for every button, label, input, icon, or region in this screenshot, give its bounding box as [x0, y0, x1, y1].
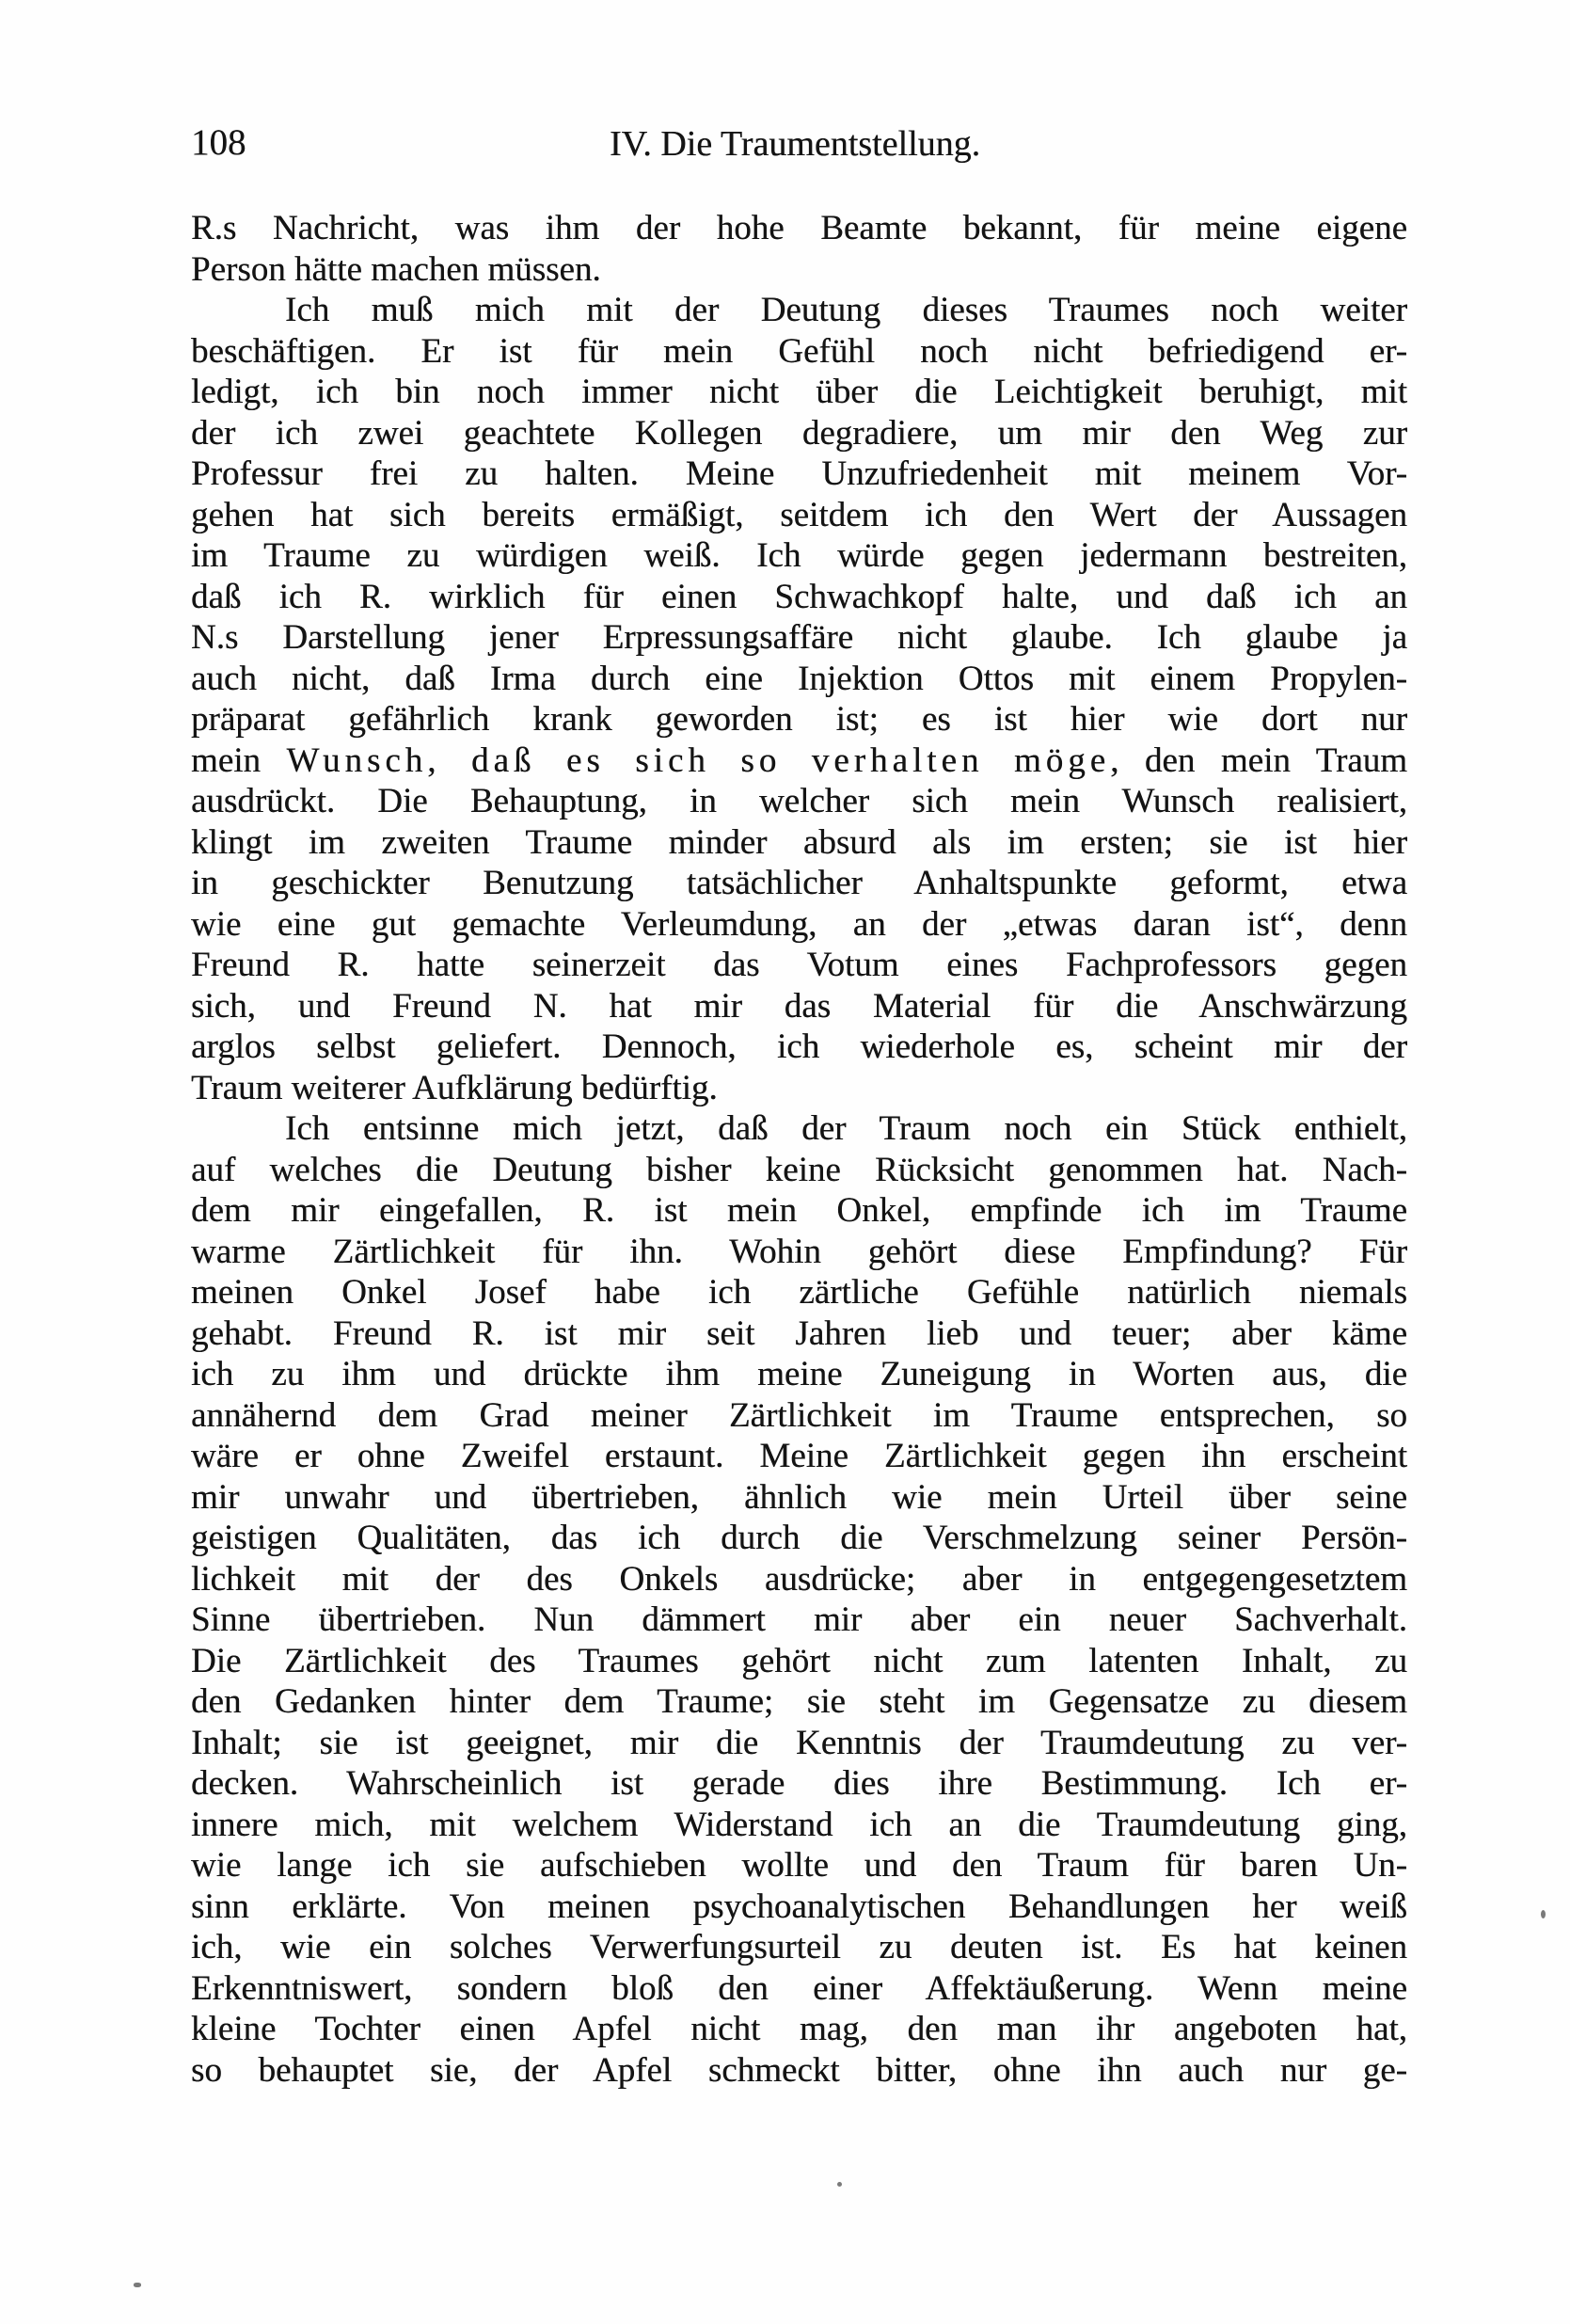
text-line: mein Wunsch, daß es sich so verhalten möge, den mein Traum [191, 740, 1408, 780]
text-line: klingt im zweiten Traume minder absurd als im ersten; sie ist hier [191, 822, 1407, 862]
text-line: N.s Darstellung jener Erpressungsaffäre nicht glaube. Ich glaube ja [191, 618, 1407, 657]
text-line: im Traume zu würdigen weiß. Ich würde gegen jedermann bestreiten, [191, 536, 1407, 575]
text-line: gehen hat sich bereits ermäßigt, seitdem ich den Wert der Aussagen [191, 495, 1407, 534]
page-number: 108 [191, 122, 246, 163]
text-line: daß ich R. wirklich für einen Schwachkopf halte, und daß ich an [191, 577, 1407, 616]
text-line: der ich zwei geachtete Kollegen degradiere, um mir den Weg zur [191, 413, 1407, 453]
text-line: Sinne übertrieben. Nun dämmert mir aber ein neuer Sachverhalt. [191, 1600, 1407, 1639]
text-line: warme Zärtlichkeit für ihn. Wohin gehört diese Empfindung? Für [191, 1232, 1407, 1271]
text-line: auf welches die Deutung bisher keine Rücksicht genommen hat. Nach- [191, 1150, 1407, 1189]
text-line: Ich entsinne mich jetzt, daß der Traum noch ein Stück enthielt, [285, 1109, 1407, 1148]
text-line: decken. Wahrscheinlich ist gerade dies ihre Bestimmung. Ich er- [191, 1764, 1407, 1803]
chapter-header-title: IV. Die Traumentstellung. [610, 124, 981, 164]
text-line: annähernd dem Grad meiner Zärtlichkeit im Traume entsprechen, so [191, 1395, 1407, 1435]
text-line: Freund R. hatte seinerzeit das Votum eines Fachprofessors gegen [191, 946, 1407, 984]
text-line: Traum weiterer Aufklärung bedürftig. [191, 1068, 718, 1107]
text-line: Inhalt; sie ist geeignet, mir die Kenntnis der Traumdeutung zu ver- [191, 1723, 1407, 1762]
text-line: ledigt, ich bin noch immer nicht über die Leichtigkeit beruhigt, mit [191, 373, 1407, 411]
text-line: R.s Nachricht, was ihm der hohe Beamte bekannt, für meine eigene [191, 209, 1407, 247]
text-line: Ich muß mich mit der Deutung dieses Traumes noch weiter [285, 291, 1407, 329]
text-line: wäre er ohne Zweifel erstaunt. Meine Zärtlichkeit gegen ihn erscheint [191, 1437, 1407, 1475]
text-line: sinn erklärte. Von meinen psychoanalytischen Behandlungen her weiß [191, 1886, 1407, 1926]
text-line: meinen Onkel Josef habe ich zärtliche Gefühle natürlich niemals [191, 1273, 1407, 1312]
text-line: in geschickter Benutzung tatsächlicher Anhaltspunkte geformt, etwa [191, 864, 1407, 902]
text-line: lichkeit mit der des Onkels ausdrücke; aber in entgegengesetztem [191, 1559, 1407, 1599]
text-line: kleine Tochter einen Apfel nicht mag, den man ihr angeboten hat, [191, 2010, 1407, 2048]
text-line: Die Zärtlichkeit des Traumes gehört nicht zum latenten Inhalt, zu [191, 1641, 1407, 1680]
text-line: auch nicht, daß Irma durch eine Injektion Ottos mit einem Propylen- [191, 659, 1407, 698]
text-line: Person hätte machen müssen. [191, 249, 601, 289]
text-line: wie lange ich sie aufschieben wollte und den Traum für baren Un- [191, 1846, 1407, 1885]
text-line: ich zu ihm und drückte ihm meine Zuneigung in Worten aus, die [191, 1355, 1407, 1393]
scan-speck [1541, 1910, 1546, 1918]
text-block [191, 208, 1407, 2091]
text-line: so behauptet sie, der Apfel schmeckt bitter, ohne ihn auch nur ge- [191, 2050, 1407, 2090]
text-line: arglos selbst geliefert. Dennoch, ich wiederhole es, scheint mir der [191, 1027, 1407, 1066]
running-header [0, 122, 1570, 166]
letterspaced-emphasis: Wunsch, daß es sich so verhalten möge [286, 740, 1111, 780]
text-line: geistigen Qualitäten, das ich durch die Verschmelzung seiner Persön- [191, 1519, 1407, 1557]
text-line: präparat gefährlich krank geworden ist; es ist hier wie dort nur [191, 700, 1407, 739]
text-line: Erkenntniswert, sondern bloß den einer Affektäußerung. Wenn meine [191, 1968, 1407, 2008]
text-line: gehabt. Freund R. ist mir seit Jahren lieb und teuer; aber käme [191, 1313, 1407, 1353]
text-line: dem mir eingefallen, R. ist mein Onkel, empfinde ich im Traume [191, 1191, 1407, 1230]
text-line: mir unwahr und übertrieben, ähnlich wie mein Urteil über seine [191, 1477, 1407, 1517]
scan-speck [837, 2182, 842, 2187]
text-line: ich, wie ein solches Verwerfungsurteil zu deuten ist. Es hat keinen [191, 1928, 1407, 1966]
text-line: innere mich, mit welchem Widerstand ich an die Traumdeutung ging, [191, 1805, 1407, 1844]
text-line: den Gedanken hinter dem Traume; sie steht im Gegensatze zu diesem [191, 1682, 1407, 1721]
text-line: Professur frei zu halten. Meine Unzufriedenheit mit meinem Vor- [191, 454, 1407, 493]
text-line: sich, und Freund N. hat mir das Material für die Anschwärzung [191, 986, 1407, 1026]
text-line: beschäftigen. Er ist für mein Gefühl noch nicht befriedigend er- [191, 331, 1407, 371]
scan-speck [134, 2283, 141, 2287]
text-line: wie eine gut gemachte Verleumdung, an der „etwas daran ist“, denn [191, 904, 1407, 944]
text-line: ausdrückt. Die Behauptung, in welcher sich mein Wunsch realisiert, [191, 782, 1407, 820]
